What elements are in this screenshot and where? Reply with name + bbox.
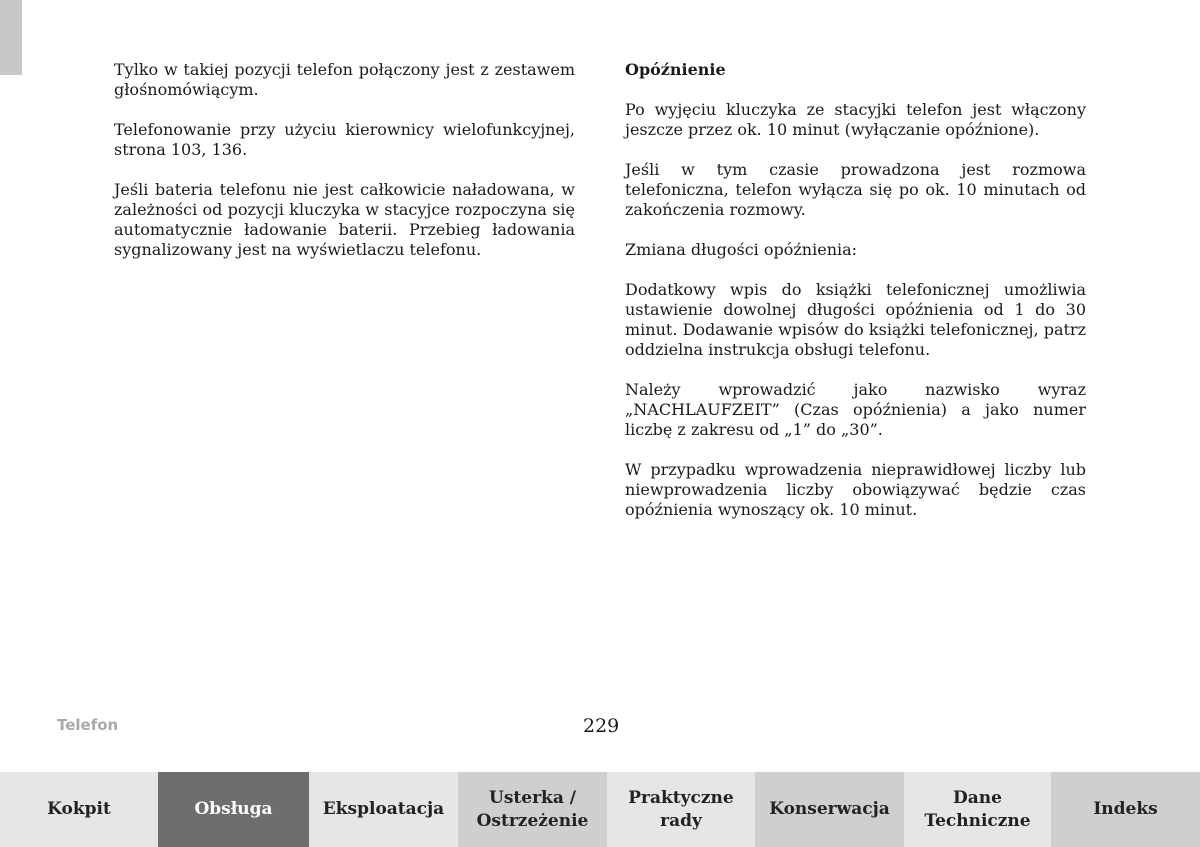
paragraph: Po wyjęciu kluczyka ze stacyjki telefon jest włączony jeszcze przez ok. 10 minut (wyłączanie opóźnione). (625, 100, 1086, 139)
section-heading: Opóźnienie (625, 60, 726, 79)
tab-usterka-ostrzezenie[interactable] (458, 772, 607, 847)
tab-label: Obsługa (194, 799, 273, 819)
chapter-tab-bar (0, 772, 1200, 847)
paragraph: Tylko w takiej pozycji telefon połączony jest z zestawem głośnomówiącym. (114, 60, 575, 99)
paragraph: W przypadku wprowadzenia nieprawidłowej liczby lub niewprowadzenia liczby obowiązywać będzie czas opóźnienia wynoszący ok. 10 minut. (625, 460, 1086, 519)
paragraph: Jeśli bateria telefonu nie jest całkowicie naładowana, w zależności od pozycji kluczyka w stacyjce rozpoczyna się automatycznie ładowanie baterii. Przebieg ładowania sygnalizowany jest na wyświetlaczu telefonu. (114, 180, 575, 259)
tab-konserwacja[interactable] (755, 772, 904, 847)
tab-label: Praktyczne rady (628, 787, 734, 831)
paragraph: Jeśli w tym czasie prowadzona jest rozmowa telefoniczna, telefon wyłącza się po ok. 10 minutach od zakończenia rozmowy. (625, 160, 1086, 219)
corner-marker (0, 0, 22, 75)
footer-section-label: Telefon (57, 716, 119, 734)
page-number: 229 (583, 715, 620, 737)
tab-label: Usterka / Ostrzeżenie (476, 787, 589, 831)
tab-kokpit[interactable] (0, 772, 158, 847)
tab-indeks[interactable] (1051, 772, 1200, 847)
left-column (114, 60, 575, 280)
tab-label: Konserwacja (769, 799, 890, 819)
paragraph: Dodatkowy wpis do książki telefonicznej umożliwia ustawienie dowolnej długości opóźnienia od 1 do 30 minut. Dodawanie wpisów do książki telefonicznej, patrz oddzielna instrukcja obsługi telefonu. (625, 280, 1086, 359)
paragraph: Zmiana długości opóźnienia: (625, 240, 858, 259)
tab-label: Kokpit (47, 799, 111, 819)
paragraph: Telefonowanie przy użyciu kierownicy wielofunkcyjnej, strona 103, 136. (114, 120, 575, 159)
right-column (625, 60, 1086, 540)
tab-dane-techniczne[interactable] (904, 772, 1051, 847)
tab-eksploatacja[interactable] (309, 772, 458, 847)
tab-obsluga[interactable] (158, 772, 309, 847)
tab-praktyczne-rady[interactable] (607, 772, 755, 847)
tab-label: Indeks (1093, 799, 1158, 819)
paragraph: Należy wprowadzić jako nazwisko wyraz „NACHLAUFZEIT” (Czas opóźnienia) a jako numer liczbę z zakresu od „1” do „30”. (625, 380, 1086, 439)
tab-label: Dane Techniczne (924, 787, 1031, 831)
tab-label: Eksploatacja (322, 799, 445, 819)
